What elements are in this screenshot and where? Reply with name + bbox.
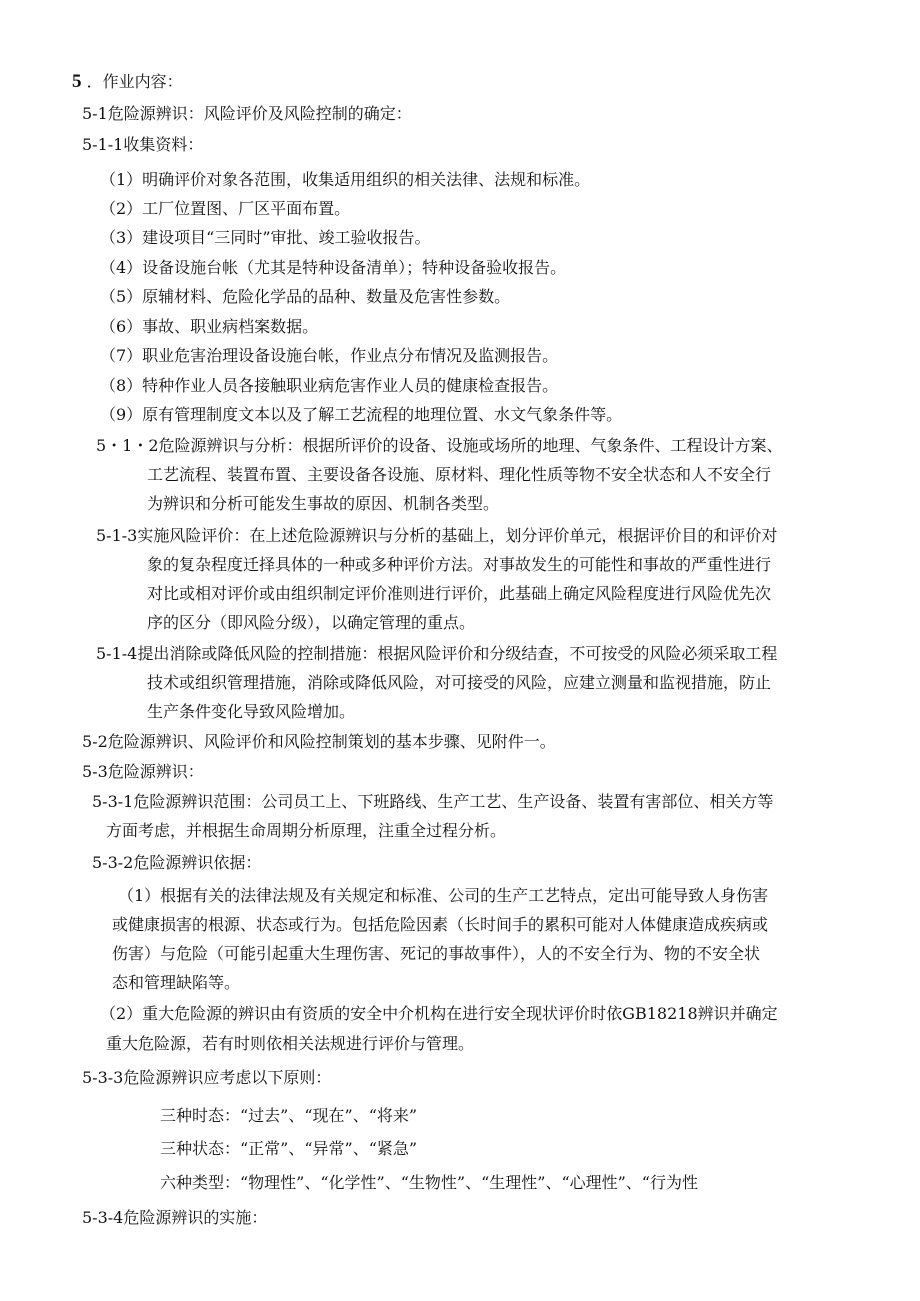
list-item-9: （9）原有管理制度文本以及了解工艺流程的地理位置、水文气象条件等。 [100,405,623,424]
heading-5-1-1: 5-1-1收集资料： [82,135,204,154]
list-item-5: （5）原辅材料、危险化学品的品种、数量及危害性参数。 [100,287,511,306]
paragraph-5-3-2-1-line-4: 态和管理缺陷等。 [112,973,241,992]
paragraph-5-3-1-line-2: 方面考虑，并根据生命周期分析原理，注重全过程分析。 [106,821,507,840]
paragraph-5-3-2-1-line-1: （1）根据有关的法律法规及有关规定和标准、公司的生产工艺特点，定出可能导致人身伤害 [118,886,769,905]
paragraph-5-1-3-line-1: 5-1-3实施风险评价：在上述危险源辨识与分析的基础上，划分评价单元，根据评价目的和评价对 [96,526,778,545]
list-item-3: （3）建设项目“三同时”审批、竣工验收报告。 [100,228,431,247]
list-item-7: （7）职业危害治理设备设施台帐，作业点分布情况及监测报告。 [100,346,559,365]
section-number: 5 [72,71,82,92]
paragraph-5-1-4-line-3: 生产条件变化导致风险增加。 [147,702,356,721]
heading-5-3-3: 5-3-3危险源辨识应考虑以下原则： [82,1068,332,1087]
principle-states: 三种状态：“正常”、“异常”、“紧急” [160,1139,418,1158]
heading-5-3-2: 5-3-2危险源辨识依据： [92,853,262,872]
list-item-1: （1）明确评价对象各范围，收集适用组织的相关法律、法规和标准。 [100,170,591,189]
list-item-2: （2）工厂位置图、厂区平面布置。 [100,199,351,218]
section-title: ．作业内容： [86,72,183,91]
paragraph-5-1-3-line-4: 序的区分（即风险分级），以确定管理的重点。 [147,613,476,632]
list-item-6: （6）事故、职业病档案数据。 [100,317,319,336]
principle-tenses: 三种时态：“过去”、“现在”、“将来” [160,1106,418,1125]
paragraph-5-1-4-line-1: 5-1-4提出消除或降低风险的控制措施：根据风险评价和分级结查，不可按受的风险必须采取工程 [96,644,778,663]
paragraph-5-1-3-line-3: 对比或相对评价或由组织制定评价准则进行评价，此基础上确定风险程度进行风险优先次 [147,584,772,603]
paragraph-5-3-1-line-1: 5-3-1危险源辨识范围：公司员工上、下班路线、生产工艺、生产设备、装置有害部位、相关方等 [92,792,774,811]
heading-5-1: 5-1危险源辨识：风险评价及风险控制的确定： [82,104,412,123]
paragraph-5-3-2-2-line-1: （2）重大危险源的辨识由有资质的安全中介机构在进行安全现状评价时依GB18218辨识并确定 [100,1004,778,1023]
paragraph-5-1-4-line-2: 技术或组织管理措施，消除或降低风险，对可接受的风险，应建立测量和监视措施，防止 [147,673,772,692]
paragraph-5-1-2-line-2: 工艺流程、装置布置、主要设备各设施、原材料、理化性质等物不安全状态和人不安全行 [147,465,772,484]
paragraph-5-3-2-2-line-2: 重大危险源，若有时则依相关法规进行评价与管理。 [106,1034,475,1053]
paragraph-5-1-3-line-2: 象的复杂程度迁择具体的一种或多种评价方法。对事故发生的可能性和事故的严重性进行 [147,555,772,574]
list-item-4: （4）设备设施台帐（尤其是特种设备清单）；特种设备验收报告。 [100,258,567,277]
list-item-8: （8）特种作业人员各接触职业病危害作业人员的健康检查报告。 [100,376,559,395]
heading-5-3: 5-3危险源辨识： [82,762,204,781]
paragraph-5-1-2-line-1: 5・1・2危险源辨识与分析：根据所评价的设备、设施或场所的地理、气象条件、工程设计方案、 [96,436,783,455]
section-heading [72,72,183,92]
paragraph-5-3-2-1-line-3: 伤害）与危险（可能引起重大生理伤害、死记的事故事件），人的不安全行为、物的不安全状 [112,944,761,963]
heading-5-2: 5-2危险源辨识、风险评价和风险控制策划的基本步骤、见附件一。 [82,732,556,751]
heading-5-3-4: 5-3-4危险源辨识的实施： [82,1208,268,1227]
paragraph-5-3-2-1-line-2: 或健康损害的根源、状态或行为。包括危险因素（长时间手的累积可能对人体健康造成疾病或 [112,915,769,934]
paragraph-5-1-2-line-3: 为辨识和分析可能发生事故的原因、机制各类型。 [147,494,500,513]
principle-types: 六种类型：“物理性”、“化学性”、“生物性”、“生理性”、“心理性”、“行为性 [160,1173,698,1192]
